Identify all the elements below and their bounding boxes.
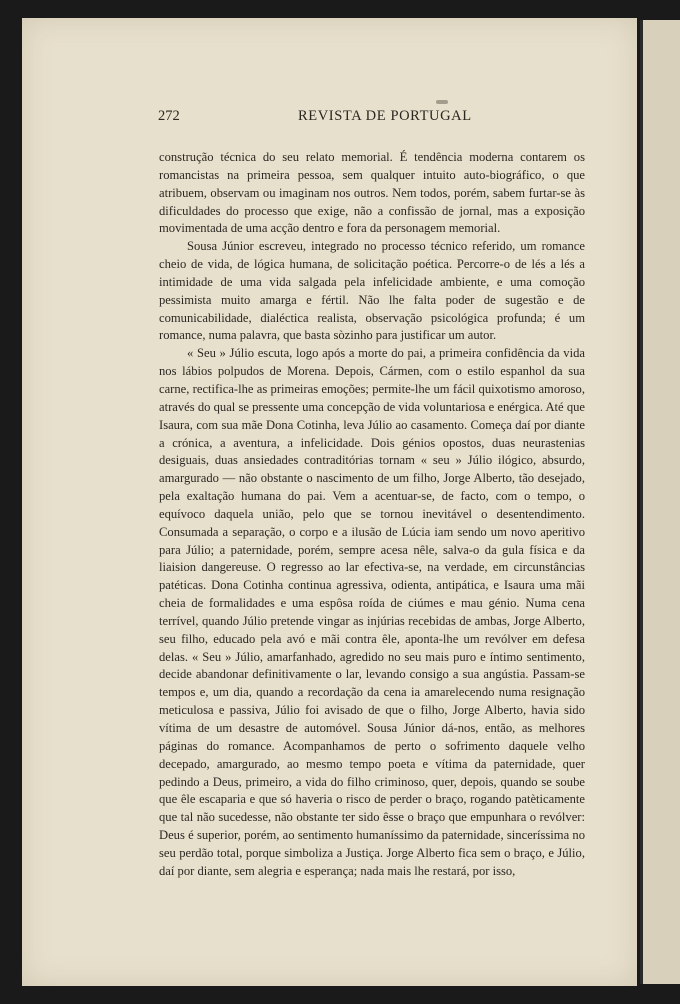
paragraph: « Seu » Júlio escuta, logo após a morte do pai, a primeira confidência da vida nos lábios polpudos de Morena. Depois, Cármen, com o estilo espanhol da sua carne, rectifica-lhe as primeiras emoções; permite-lhe um fácil quixotismo amoroso, através do qual se pressente uma concepção de vida voluntariosa e enérgica. Até que Isaura, com sua mãe Dona Cotinha, leva Júlio ao casamento. Começa daí por diante a crónica, a aventura, a infelicidade. Dois génios opostos, duas neurastenias desiguais, duas ansiedades contraditórias tornam « seu » Júlio ilógico, absurdo, amargurado — não obstante o nascimento de um filho, Jorge Alberto, tão desejado, pela exaltação humana do pai. Vem a acentuar-se, de facto, com o tempo, o equívoco daquela união, pelo que se tornou inevitável o desentendimento. Consumada a separação, o corpo e a ilusão de Lúcia iam sendo um novo aperitivo para Júlio; a paternidade, porém, sempre acesa nêle, salva-o da gula física e da liaision dangereuse. O regresso ao lar efectiva-se, na verdade, em circunstâncias patéticas. Dona Cotinha continua agressiva, odienta, antipática, e Isaura uma mãi cheia de formalidades e uma espôsa roída de ciúmes e mau génio. Numa cena terrível, quando Júlio pretende vingar as injúrias recebidas de ambas, Jorge Alberto, seu filho, educado pela avó e mãi contra êle, aponta-lhe um revólver em defesa delas. « Seu » Júlio, amarfanhado, agredido no seu mais puro e íntimo sentimento, decide abandonar definitivamente o lar, levando consigo a sua angústia. Passam-se tempos e, um dia, quando a recordação da cena ia amarelecendo numa resignação meticulosa e passiva, Júlio foi avisado de que o filho, Jorge Alberto, havia sido vítima de um desastre de automóvel. Sousa Júnior dá-nos, então, as melhores páginas do romance. Acompanhamos de perto o sofrimento daquele velho decepado, amargurado, ao mesmo tempo poeta e vítima da paternidade, quer pedindo a Deus, primeiro, a vida do filho criminoso, quer, depois, quando se soube que êle escaparia e que só haveria o risco de perder o braço, rogando patèticamente que tal não sucedesse, não obstante ter sido êsse o braço que empunhara o revólver: Deus é superior, porém, ao sentimento humaníssimo da paternidade, sinceríssima no seu perdão total, porque simboliza a Justiça. Jorge Alberto fica sem o braço, e Júlio, daí por diante, sem alegria e esperança; nada mais lhe restará, por isso,: [159, 346, 585, 878]
facing-page-edge: [640, 20, 680, 984]
page-header: [158, 108, 588, 128]
ink-mark: [436, 100, 448, 104]
running-title: REVISTA DE PORTUGAL: [298, 108, 472, 124]
paragraph: Sousa Júnior escreveu, integrado no processo técnico referido, um romance cheio de vida, de lógica humana, de solicitação poética. Percorre-o de lés a lés a intimidade de uma vida salgada pela infelicidade ambiente, e uma comoção pessimista muito amarga e fértil. Não lhe falta poder de sugestão e de comunicabilidade, dialéctica realista, observação psicológica profunda; é um romance, numa palavra, que basta sòzinho para justificar um autor.: [159, 239, 585, 343]
paragraph: construção técnica do seu relato memorial. É tendência moderna contarem os romancistas na primeira pessoa, sem qualquer intuito auto-biográfico, o que atribuem, observam ou imaginam nos outros. Nem todos, porém, sabem furtar-se às dificuldades do processo que exige, não a confissão de jornal, mas a exposição movimentada de uma acção dentro e fora da personagem memorial.: [159, 150, 585, 236]
page-number: 272: [158, 108, 180, 124]
body-text: [159, 149, 585, 881]
